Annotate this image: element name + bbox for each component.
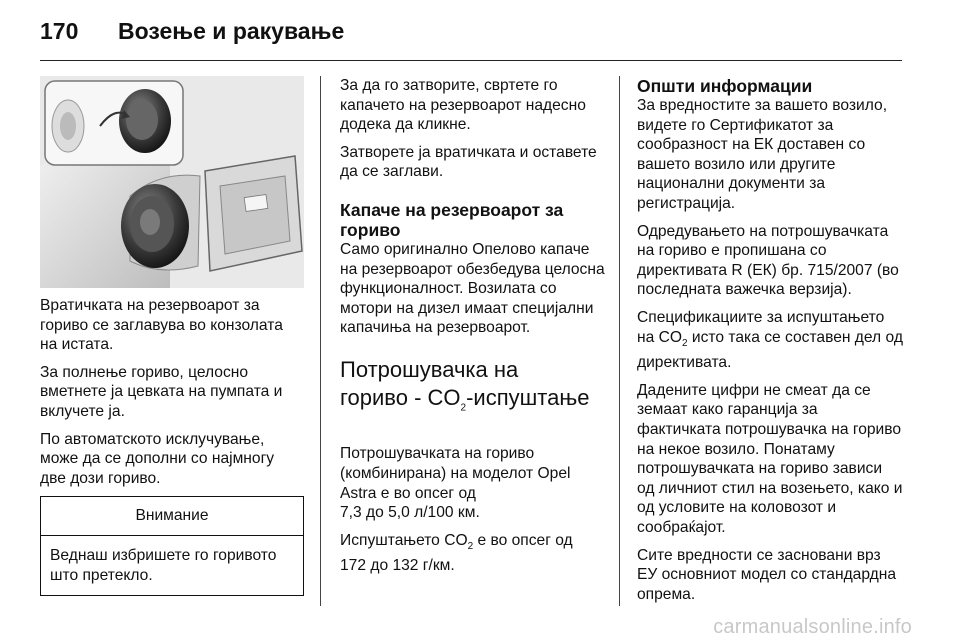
paragraph-text: е во опсег од: [473, 531, 573, 549]
paragraph-text: исто така се составен дел од директивата.: [637, 328, 903, 372]
paragraph-text: Спецификациите за испуштањето на CO: [637, 308, 885, 346]
page-number: 170: [40, 18, 79, 44]
subscript: 2: [682, 337, 688, 349]
paragraph: За вредностите за вашето возило, видете го Сертификатот за сообразност на ЕК доставен со вашето возило или другите национални документи за регистрација.: [637, 97, 888, 212]
fuel-filler-image: [40, 76, 304, 288]
paragraph: Сите вредности се засновани врз ЕУ основниот модел со стандардна опрема.: [637, 546, 897, 603]
column-3: [637, 76, 903, 612]
paragraph: [340, 531, 608, 576]
column-2: [340, 76, 608, 584]
section-heading-general: Општи информации: [637, 76, 813, 96]
warning-box: [40, 496, 304, 596]
warning-title: Внимание: [41, 497, 303, 536]
warning-text: Веднаш избришете го горивото што претекло.: [50, 546, 277, 584]
paragraph: За полнење гориво, целосно вметнете ја цевката на пумпата и вклучете ја.: [40, 363, 283, 420]
paragraph: Дадените цифри не смеат да се земаат како гаранција за фактичката потрошувачка на гориво на некое возило. Понатаму потрошувачката на гориво зависи од личниот стил на возењето, како и од условите на коловозот и сообраќајот.: [637, 381, 903, 536]
watermark: carmanualsonline.info: [713, 616, 912, 638]
fuel-cap-illustration: [40, 76, 304, 288]
paragraph: За да го затворите, свртете го капачето на резервоарот надесно додека да кликне.: [340, 77, 586, 134]
paragraph-text: Потрошувачката на гориво (комбинирана) на моделот Opel Astra е во опсег од: [340, 445, 571, 502]
column-divider-2: [619, 76, 620, 606]
heading-text: гориво - CO: [340, 384, 461, 410]
subscript: 2: [467, 540, 474, 552]
header-rule: [40, 60, 902, 61]
paragraph: По автоматското исклучување, може да се дополни со најмногу две дози гориво.: [40, 430, 275, 487]
page-title: Возење и ракување: [118, 18, 345, 44]
subscript: 2: [460, 402, 467, 414]
paragraph: [340, 444, 608, 522]
paragraph: Затворете ја вратичката и оставете да се заглави.: [340, 143, 597, 181]
paragraph-text: Испуштањето CO: [340, 531, 468, 549]
paragraph-text: 172 до 132 г/км.: [340, 557, 455, 575]
column-divider-1: [320, 76, 321, 606]
column-1: [40, 76, 304, 596]
section-heading-consumption: [340, 356, 608, 422]
heading-text: -испуштање: [466, 384, 590, 410]
section-heading-fuel-cap: Капаче на резервоарот за гориво: [340, 199, 564, 240]
paragraph-text: 7,3 до 5,0 л/100 км.: [340, 504, 480, 522]
paragraph: Само оригинално Опелово капаче на резервоарот обезбедува целосна функционалност. Возилата со мотори на дизел имаат специјални капачиња на резервоарот.: [340, 240, 605, 337]
heading-line-1: Потрошувачка на: [340, 356, 519, 382]
paragraph: [637, 308, 903, 373]
figure-caption: Вратичката на резервоарот за гориво се заглавува во конзолата на истата.: [40, 297, 283, 354]
paragraph: Одредувањето на потрошувачката на гориво е пропишана со директивата R (ЕК) бр. 715/2007 (во последната важечка верзија).: [637, 222, 899, 299]
heading-line-2: [340, 384, 608, 422]
